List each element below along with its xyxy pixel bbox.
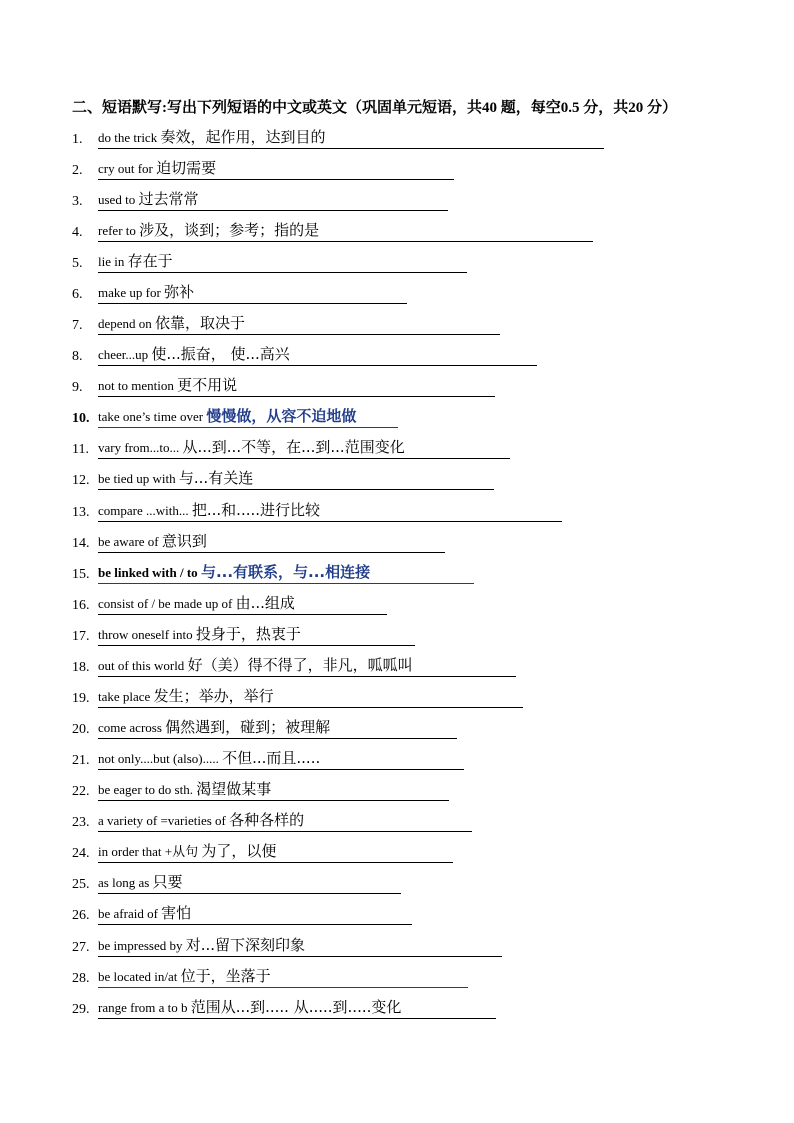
answer-line	[98, 407, 398, 428]
chinese-meaning: 弥补	[164, 283, 195, 301]
chinese-meaning: 由...组成	[235, 594, 295, 612]
chinese-meaning: 不但...而且.....	[222, 749, 321, 767]
item-number: 29.	[72, 1002, 90, 1017]
list-item	[72, 997, 496, 1019]
item-number: 4.	[72, 225, 83, 240]
list-item	[72, 375, 495, 397]
chinese-meaning: 害怕	[161, 904, 192, 922]
answer-line	[98, 221, 593, 242]
answer-line	[98, 967, 468, 988]
item-number: 23.	[72, 815, 90, 830]
list-item	[72, 189, 448, 211]
list-item	[72, 313, 500, 335]
english-phrase: as long as	[98, 875, 153, 890]
list-item	[72, 437, 510, 459]
answer-line	[98, 190, 448, 211]
list-item	[72, 966, 468, 988]
chinese-meaning: 涉及，谈到；参考；指的是	[139, 221, 320, 239]
list-item	[72, 468, 494, 490]
item-number: 5.	[72, 256, 83, 271]
chinese-meaning: 依靠，取决于	[155, 314, 246, 332]
item-number: 7.	[72, 318, 83, 333]
item-number: 26.	[72, 908, 90, 923]
english-phrase: be eager to do sth.	[98, 782, 197, 797]
list-item	[72, 841, 453, 863]
english-phrase: come across	[98, 720, 166, 735]
answer-line	[98, 314, 500, 335]
list-item	[72, 624, 415, 646]
item-number: 27.	[72, 940, 90, 955]
chinese-meaning: 发生；举办，举行	[153, 687, 274, 705]
chinese-meaning: 投身于，热衷于	[195, 625, 301, 643]
list-item	[72, 935, 502, 957]
item-number: 24.	[72, 846, 90, 861]
english-phrase: be impressed by	[98, 938, 186, 953]
answer-line	[98, 469, 494, 490]
answer-line	[98, 159, 454, 180]
answer-line	[98, 563, 474, 584]
list-item	[72, 127, 604, 149]
list-item	[72, 220, 593, 242]
english-phrase: not to mention	[98, 378, 178, 393]
chinese-meaning: 更不用说	[177, 376, 238, 394]
english-phrase: compare ...with...	[98, 503, 192, 518]
english-phrase: be tied up with	[98, 471, 179, 486]
item-number: 28.	[72, 971, 90, 986]
english-phrase: a variety of =varieties of	[98, 813, 230, 828]
english-phrase: make up for	[98, 285, 165, 300]
answer-line	[98, 873, 401, 894]
english-phrase: refer to	[98, 223, 140, 238]
chinese-meaning: 奏效，起作用，达到目的	[160, 128, 326, 146]
english-phrase: be aware of	[98, 534, 162, 549]
answer-line	[98, 998, 496, 1019]
item-number: 21.	[72, 753, 90, 768]
list-item	[72, 779, 449, 801]
chinese-meaning: 意识到	[161, 532, 207, 550]
answer-line	[98, 811, 472, 832]
answer-line	[98, 252, 467, 273]
answer-line	[98, 904, 412, 925]
answer-line	[98, 936, 502, 957]
english-phrase: cheer...up	[98, 347, 152, 362]
list-item	[72, 748, 464, 770]
item-number: 12.	[72, 473, 90, 488]
answer-line	[98, 438, 510, 459]
english-phrase: take place	[98, 689, 154, 704]
chinese-meaning: 各种各样的	[229, 811, 305, 829]
answer-line	[98, 656, 516, 677]
item-number: 6.	[72, 287, 83, 302]
item-number: 10.	[72, 411, 90, 426]
chinese-meaning: 把...和.....进行比较	[191, 501, 321, 519]
answer-line	[98, 625, 415, 646]
item-number: 17.	[72, 629, 90, 644]
english-phrase: be located in/at	[98, 969, 181, 984]
answer-line	[98, 687, 523, 708]
item-number: 11.	[72, 442, 89, 457]
item-number: 9.	[72, 380, 83, 395]
answer-line	[98, 718, 457, 739]
answer-line	[98, 501, 562, 522]
list-item	[72, 810, 472, 832]
list-item	[72, 282, 407, 304]
chinese-meaning: 为了，以便	[201, 842, 277, 860]
answer-line	[98, 128, 604, 149]
item-number: 18.	[72, 660, 90, 675]
item-number: 20.	[72, 722, 90, 737]
list-item	[72, 344, 537, 366]
chinese-meaning: 好（美）得不得了，非凡，呱呱叫	[187, 656, 413, 674]
item-number: 25.	[72, 877, 90, 892]
section-heading: 二、短语默写:写出下列短语的中文或英文（巩固单元短语，共40 题，每空0.5 分，共20 分）	[72, 100, 677, 116]
english-phrase: in order that +从句	[98, 844, 202, 859]
answer-line	[98, 376, 495, 397]
list-item	[72, 903, 412, 925]
chinese-meaning: 过去常常	[138, 190, 199, 208]
list-item	[72, 500, 562, 522]
list-item	[72, 872, 401, 894]
list-item	[72, 562, 474, 584]
english-phrase: consist of / be made up of	[98, 596, 236, 611]
english-phrase: be linked with / to	[98, 565, 201, 580]
chinese-meaning: 存在于	[127, 252, 173, 270]
list-item	[72, 406, 398, 428]
chinese-meaning: 与...有关连	[178, 469, 254, 487]
answer-line	[98, 532, 445, 553]
item-number: 22.	[72, 784, 90, 799]
item-number: 1.	[72, 132, 83, 147]
list-item	[72, 158, 454, 180]
chinese-meaning: 从...到...不等，在...到...范围变化	[182, 438, 405, 456]
chinese-meaning: 只要	[152, 873, 183, 891]
chinese-meaning: 渴望做某事	[196, 780, 272, 798]
chinese-meaning: 范围从...到..... 从.....到.....变化	[190, 998, 402, 1016]
answer-line	[98, 780, 449, 801]
list-item	[72, 251, 467, 273]
chinese-meaning: 迫切需要	[156, 159, 217, 177]
item-number: 8.	[72, 349, 83, 364]
english-phrase: do the trick	[98, 130, 161, 145]
item-number: 13.	[72, 505, 90, 520]
list-item	[72, 686, 523, 708]
english-phrase: depend on	[98, 316, 156, 331]
english-phrase: range from a to b	[98, 1000, 191, 1015]
english-phrase: be afraid of	[98, 906, 162, 921]
list-item	[72, 531, 445, 553]
english-phrase: vary from...to...	[98, 440, 183, 455]
list-item	[72, 717, 457, 739]
chinese-meaning: 慢慢做，从容不迫地做	[206, 407, 357, 425]
chinese-meaning: 偶然遇到，碰到；被理解	[165, 718, 331, 736]
answer-line	[98, 345, 537, 366]
answer-line	[98, 842, 453, 863]
item-number: 15.	[72, 567, 90, 582]
chinese-meaning: 使...振奋， 使...高兴	[151, 345, 290, 363]
english-phrase: cry out for	[98, 161, 157, 176]
item-number: 16.	[72, 598, 90, 613]
english-phrase: lie in	[98, 254, 128, 269]
english-phrase: used to	[98, 192, 139, 207]
list-item	[72, 593, 387, 615]
english-phrase: not only....but (also).....	[98, 751, 223, 766]
list-item	[72, 655, 516, 677]
item-number: 2.	[72, 163, 83, 178]
item-number: 3.	[72, 194, 83, 209]
chinese-meaning: 与...有联系，与...相连接	[200, 563, 371, 581]
english-phrase: take one’s time over	[98, 409, 207, 424]
item-number: 19.	[72, 691, 90, 706]
english-phrase: throw oneself into	[98, 627, 196, 642]
chinese-meaning: 位于，坐落于	[180, 967, 271, 985]
item-number: 14.	[72, 536, 90, 551]
answer-line	[98, 594, 387, 615]
answer-line	[98, 283, 407, 304]
english-phrase: out of this world	[98, 658, 188, 673]
chinese-meaning: 对...留下深刻印象	[185, 936, 306, 954]
answer-line	[98, 749, 464, 770]
